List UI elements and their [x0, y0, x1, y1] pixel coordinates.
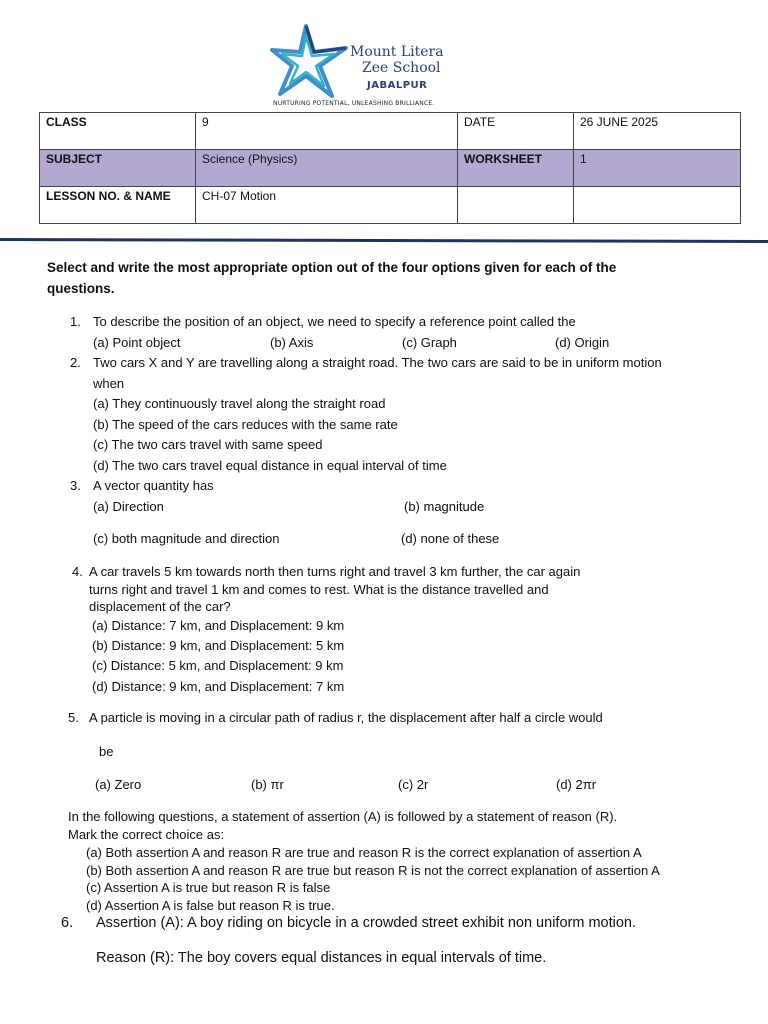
date-label: DATE [458, 113, 574, 150]
school-tagline: NURTURING POTENTIAL, UNLEASHING BRILLIANCE. [273, 100, 435, 107]
q1-option-d: (d) Origin [555, 335, 610, 350]
q5-option-a: (a) Zero [95, 777, 142, 792]
q3-option-d: (d) none of these [401, 531, 500, 546]
school-city: JABALPUR [367, 80, 428, 91]
worksheet-label: WORKSHEET [458, 150, 574, 187]
q5-number: 5. [68, 710, 79, 725]
empty-cell [458, 187, 574, 224]
divider-line [0, 238, 768, 243]
q4-number: 4. [72, 564, 83, 579]
q2-option-b: (b) The speed of the cars reduces with the same rate [93, 417, 398, 432]
q5-line1: A particle is moving in a circular path of radius r, the displacement after half a circle would [89, 710, 603, 725]
q3-option-b: (b) magnitude [404, 499, 485, 514]
assertion-intro-line2: Mark the correct choice as: [68, 827, 225, 842]
q2-number: 2. [70, 355, 81, 370]
empty-cell [574, 187, 741, 224]
assertion-intro-line1: In the following questions, a statement of assertion (A) is followed by a statement of reason (R). [68, 809, 618, 824]
q4-option-c: (c) Distance: 5 km, and Displacement: 9 km [92, 658, 344, 673]
q2-option-d: (d) The two cars travel equal distance in equal interval of time [93, 458, 447, 473]
worksheet-info-table [39, 112, 741, 224]
class-value: 9 [196, 113, 458, 150]
q5-option-b: (b) πr [251, 777, 284, 792]
school-name: Mount Litera Zee School [350, 44, 444, 76]
q3-option-c: (c) both magnitude and direction [93, 531, 280, 546]
q1-option-b: (b) Axis [270, 335, 314, 350]
assertion-option-c: (c) Assertion A is true but reason R is false [86, 880, 331, 895]
lesson-label: LESSON NO. & NAME [40, 187, 196, 224]
q3-number: 3. [70, 478, 81, 493]
q2-line1: Two cars X and Y are travelling along a straight road. The two cars are said to be in uniform motion [93, 355, 662, 370]
assertion-option-d: (d) Assertion A is false but reason R is true. [86, 898, 335, 913]
date-value: 26 JUNE 2025 [574, 113, 741, 150]
subject-label: SUBJECT [40, 150, 196, 187]
q6-assertion: Assertion (A): A boy riding on bicycle in a crowded street exhibit non uniform motion. [96, 915, 636, 931]
q6-number: 6. [61, 915, 74, 931]
q4-line2: turns right and travel 1 km and comes to rest. What is the distance travelled and [89, 582, 549, 597]
assertion-option-b: (b) Both assertion A and reason R are true but reason R is not the correct explanation of assertion A [86, 863, 660, 878]
q4-option-d: (d) Distance: 9 km, and Displacement: 7 km [92, 679, 345, 694]
q5-option-d: (d) 2πr [556, 777, 597, 792]
q3-text: A vector quantity has [93, 478, 214, 493]
q5-option-c: (c) 2r [398, 777, 429, 792]
q2-option-a: (a) They continuously travel along the straight road [93, 396, 386, 411]
q4-option-a: (a) Distance: 7 km, and Displacement: 9 km [92, 618, 345, 633]
assertion-option-a: (a) Both assertion A and reason R are true and reason R is the correct explanation of assertion A [86, 845, 642, 860]
subject-value: Science (Physics) [196, 150, 458, 187]
q1-text: To describe the position of an object, we need to specify a reference point called the [93, 314, 576, 329]
q3-option-a: (a) Direction [93, 499, 164, 514]
class-label: CLASS [40, 113, 196, 150]
q1-option-c: (c) Graph [402, 335, 457, 350]
q6-reason: Reason (R): The boy covers equal distances in equal intervals of time. [96, 950, 547, 966]
q5-line2: be [99, 744, 114, 759]
q2-option-c: (c) The two cars travel with same speed [93, 437, 323, 452]
star-logo-icon [270, 22, 350, 102]
worksheet-value: 1 [574, 150, 741, 187]
q1-option-a: (a) Point object [93, 335, 181, 350]
q1-number: 1. [70, 314, 81, 329]
q4-line1: A car travels 5 km towards north then turns right and travel 3 km further, the car again [89, 564, 581, 579]
q4-line3: displacement of the car? [89, 599, 231, 614]
instruction: Select and write the most appropriate option out of the four options given for each of the questions. [47, 260, 617, 296]
lesson-value: CH-07 Motion [196, 187, 458, 224]
school-logo [270, 22, 470, 110]
q2-line2: when [93, 376, 125, 391]
q4-option-b: (b) Distance: 9 km, and Displacement: 5 km [92, 638, 345, 653]
